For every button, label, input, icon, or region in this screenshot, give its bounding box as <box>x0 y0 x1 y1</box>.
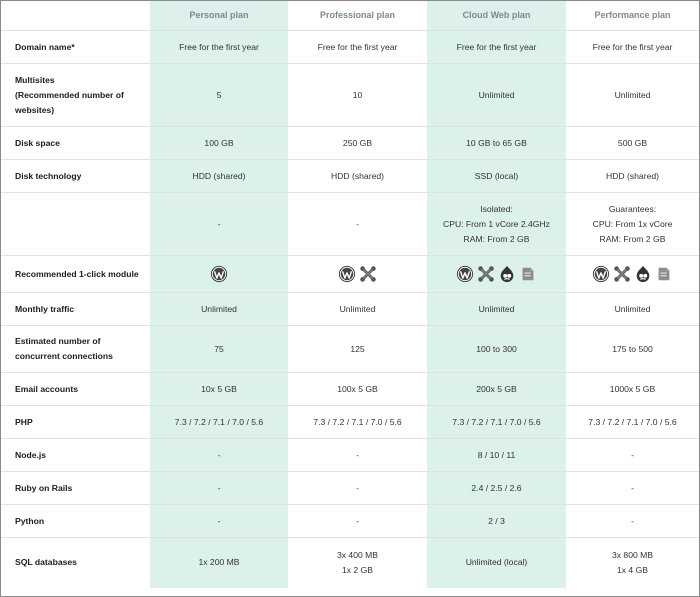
cell-one-click-module-cloud-web <box>427 256 566 293</box>
row-label-line: Disk space <box>15 137 60 148</box>
joomla-icon <box>613 265 631 283</box>
cell-value: CPU: From 1 vCore 2.4GHz <box>443 218 550 229</box>
cell-value: - <box>631 449 634 460</box>
drupal-icon <box>498 265 516 283</box>
cell-value: 2.4 / 2.5 / 2.6 <box>471 482 522 493</box>
wordpress-icon <box>592 265 610 283</box>
cell-value: - <box>356 218 359 229</box>
cell-value: 125 <box>350 343 365 354</box>
cell-concurrent-connections-cloud-web <box>427 326 566 373</box>
column-header-performance: Performance plan <box>594 10 671 20</box>
table-row-ruby-on-rails <box>1 472 699 505</box>
cell-resources-cloud-web <box>427 193 566 256</box>
cell-php-professional <box>288 406 427 439</box>
row-label-line: Estimated number of <box>15 336 101 346</box>
cell-value: 75 <box>214 343 224 354</box>
cell-value: - <box>217 218 221 229</box>
cell-nodejs-cloud-web <box>427 439 566 472</box>
cell-value: 1x 4 GB <box>616 564 649 575</box>
cell-monthly-traffic-performance <box>566 293 699 326</box>
row-label-concurrent-connections <box>1 326 150 373</box>
cell-monthly-traffic-personal <box>150 293 288 326</box>
cell-multisites-personal <box>150 64 288 127</box>
cell-email-accounts-personal <box>150 373 288 406</box>
row-label-line: Multisites <box>15 74 55 85</box>
cell-value: 500 GB <box>617 137 648 148</box>
cell-monthly-traffic-professional <box>288 293 427 326</box>
prestashop-icon <box>655 265 673 283</box>
table-row-resources <box>1 193 699 256</box>
table-row-one-click-module <box>1 256 699 293</box>
cell-email-accounts-professional <box>288 373 427 406</box>
table-row-disk-space <box>1 127 699 160</box>
module-icons <box>566 265 699 283</box>
row-label-disk-technology <box>1 160 150 193</box>
wordpress-icon <box>338 265 356 283</box>
row-label-one-click-module <box>1 256 150 293</box>
joomla-icon <box>477 265 495 283</box>
row-label-line: Node.js <box>15 449 47 460</box>
cell-value: Free for the first year <box>317 41 398 52</box>
row-label-line: Email accounts <box>15 383 79 394</box>
row-label-line: PHP <box>15 416 33 427</box>
row-label-resources <box>1 193 150 256</box>
table-row-monthly-traffic <box>1 293 699 326</box>
cell-value: 200x 5 GB <box>476 383 517 394</box>
cell-value: RAM: From 2 GB <box>599 233 666 244</box>
cell-value: HDD (shared) <box>192 170 246 181</box>
cell-value: 3x 400 MB <box>336 549 379 560</box>
table-row-disk-technology <box>1 160 699 193</box>
row-label-line: websites) <box>15 104 55 115</box>
cell-domain-name-performance <box>566 31 699 64</box>
cell-value: RAM: From 2 GB <box>463 233 530 244</box>
module-icons <box>427 265 566 283</box>
row-label-line: (Recommended number of <box>15 89 124 100</box>
cell-value: 100 GB <box>204 137 234 148</box>
cell-multisites-performance <box>566 64 699 127</box>
cell-disk-space-performance <box>566 127 699 160</box>
cell-php-performance <box>566 406 699 439</box>
table-row-concurrent-connections <box>1 326 699 373</box>
cell-disk-technology-cloud-web <box>427 160 566 193</box>
cell-value: Free for the first year <box>456 41 537 52</box>
cell-value: 10 <box>352 89 363 100</box>
cell-value: 7.3 / 7.2 / 7.1 / 7.0 / 5.6 <box>174 416 264 427</box>
row-label-line: Recommended 1-click module <box>15 268 139 279</box>
row-label-line: SQL databases <box>15 557 77 568</box>
cell-value: 7.3 / 7.2 / 7.1 / 7.0 / 5.6 <box>588 416 677 427</box>
joomla-icon <box>359 265 377 283</box>
cell-domain-name-professional <box>288 31 427 64</box>
row-label-ruby-on-rails <box>1 472 150 505</box>
row-label-line: Disk technology <box>15 170 82 181</box>
cell-value: 7.3 / 7.2 / 7.1 / 7.0 / 5.6 <box>452 416 541 427</box>
cell-one-click-module-personal <box>150 256 288 293</box>
row-label-multisites <box>1 64 150 127</box>
cell-ruby-on-rails-personal <box>150 472 288 505</box>
cell-resources-performance <box>566 193 699 256</box>
cell-value: Unlimited <box>614 89 651 100</box>
cell-disk-space-cloud-web <box>427 127 566 160</box>
cell-value: - <box>631 515 634 526</box>
cell-disk-space-professional <box>288 127 427 160</box>
prestashop-icon <box>519 265 537 283</box>
row-label-php <box>1 406 150 439</box>
cell-value: Free for the first year <box>179 41 259 52</box>
cell-one-click-module-professional <box>288 256 427 293</box>
drupal-icon <box>634 265 652 283</box>
cell-value: 8 / 10 / 11 <box>477 449 516 460</box>
cell-concurrent-connections-professional <box>288 326 427 373</box>
cell-disk-space-personal <box>150 127 288 160</box>
module-icons <box>288 265 427 283</box>
cell-nodejs-performance <box>566 439 699 472</box>
cell-domain-name-personal <box>150 31 288 64</box>
cell-value: - <box>217 515 221 526</box>
plan-comparison-table <box>1 1 699 588</box>
cell-value: - <box>356 449 359 460</box>
table-header-row <box>1 1 699 31</box>
cell-value: 1000x 5 GB <box>609 383 656 394</box>
cell-value: 175 to 500 <box>612 343 653 354</box>
cell-sql-databases-professional <box>288 538 427 588</box>
table-row-multisites <box>1 64 699 127</box>
cell-domain-name-cloud-web <box>427 31 566 64</box>
module-icons <box>150 265 288 283</box>
cell-value: Unlimited <box>478 89 515 100</box>
cell-python-personal <box>150 505 288 538</box>
table-row-python <box>1 505 699 538</box>
cell-python-performance <box>566 505 699 538</box>
cell-python-professional <box>288 505 427 538</box>
cell-value: 1x 2 GB <box>341 564 374 575</box>
column-header-personal: Personal plan <box>150 1 288 31</box>
cell-value: HDD (shared) <box>605 170 659 181</box>
cell-value: Unlimited <box>478 303 515 314</box>
row-label-line: Python <box>15 515 45 526</box>
cell-value: 3x 800 MB <box>611 549 654 560</box>
cell-value: Guarantees: <box>608 203 657 214</box>
table-row-nodejs <box>1 439 699 472</box>
table-body <box>1 31 699 588</box>
cell-value: 1x 200 MB <box>198 557 240 568</box>
cell-value: Unlimited <box>614 303 651 314</box>
row-label-python <box>1 505 150 538</box>
cell-value: Unlimited <box>339 303 376 314</box>
cell-php-cloud-web <box>427 406 566 439</box>
cell-value: 5 <box>216 89 222 100</box>
cell-resources-professional <box>288 193 427 256</box>
cell-nodejs-personal <box>150 439 288 472</box>
cell-value: HDD (shared) <box>330 170 384 181</box>
row-label-line: Monthly traffic <box>15 303 75 314</box>
cell-one-click-module-performance <box>566 256 699 293</box>
cell-value: SSD (local) <box>474 170 519 181</box>
cell-value: Free for the first year <box>592 41 673 52</box>
cell-multisites-cloud-web <box>427 64 566 127</box>
cell-ruby-on-rails-performance <box>566 472 699 505</box>
cell-sql-databases-performance <box>566 538 699 588</box>
table-row-email-accounts <box>1 373 699 406</box>
row-label-disk-space <box>1 127 150 160</box>
cell-python-cloud-web <box>427 505 566 538</box>
cell-resources-personal <box>150 193 288 256</box>
cell-value: Unlimited (local) <box>465 557 528 568</box>
header-empty-cell <box>1 1 150 31</box>
cell-monthly-traffic-cloud-web <box>427 293 566 326</box>
row-label-monthly-traffic <box>1 293 150 326</box>
column-header-professional: Professional plan <box>319 10 396 20</box>
cell-value: - <box>217 482 221 493</box>
cell-value: - <box>631 482 634 493</box>
wordpress-icon <box>210 265 228 283</box>
cell-email-accounts-cloud-web <box>427 373 566 406</box>
row-label-domain-name <box>1 31 150 64</box>
cell-sql-databases-personal <box>150 538 288 588</box>
cell-value: 100 to 300 <box>476 343 517 354</box>
cell-value: 2 / 3 <box>488 515 505 526</box>
row-label-nodejs <box>1 439 150 472</box>
row-label-email-accounts <box>1 373 150 406</box>
cell-concurrent-connections-performance <box>566 326 699 373</box>
table-row-php <box>1 406 699 439</box>
row-label-line: Domain name* <box>15 41 75 52</box>
cell-value: Unlimited <box>201 303 237 314</box>
cell-value: 250 GB <box>342 137 373 148</box>
cell-email-accounts-performance <box>566 373 699 406</box>
cell-nodejs-professional <box>288 439 427 472</box>
wordpress-icon <box>456 265 474 283</box>
cell-multisites-professional <box>288 64 427 127</box>
cell-value: 7.3 / 7.2 / 7.1 / 7.0 / 5.6 <box>313 416 402 427</box>
cell-concurrent-connections-personal <box>150 326 288 373</box>
cell-disk-technology-performance <box>566 160 699 193</box>
cell-value: - <box>356 515 359 526</box>
cell-value: 10 GB to 65 GB <box>466 137 527 148</box>
cell-value: 10x 5 GB <box>201 383 237 394</box>
table-row-domain-name <box>1 31 699 64</box>
cell-sql-databases-cloud-web <box>427 538 566 588</box>
cell-ruby-on-rails-cloud-web <box>427 472 566 505</box>
cell-value: - <box>217 449 221 460</box>
cell-value: 100x 5 GB <box>337 383 378 394</box>
cell-disk-technology-personal <box>150 160 288 193</box>
cell-disk-technology-professional <box>288 160 427 193</box>
cell-value: CPU: From 1x vCore <box>592 218 673 229</box>
cell-value: - <box>356 482 359 493</box>
column-header-cloud-web: Cloud Web plan <box>427 1 566 31</box>
cell-php-personal <box>150 406 288 439</box>
cell-ruby-on-rails-professional <box>288 472 427 505</box>
row-label-line: concurrent connections <box>15 351 113 361</box>
cell-value: Isolated: <box>480 203 513 214</box>
row-label-line: Ruby on Rails <box>15 482 73 493</box>
row-label-sql-databases <box>1 538 150 588</box>
table-row-sql-databases <box>1 538 699 588</box>
